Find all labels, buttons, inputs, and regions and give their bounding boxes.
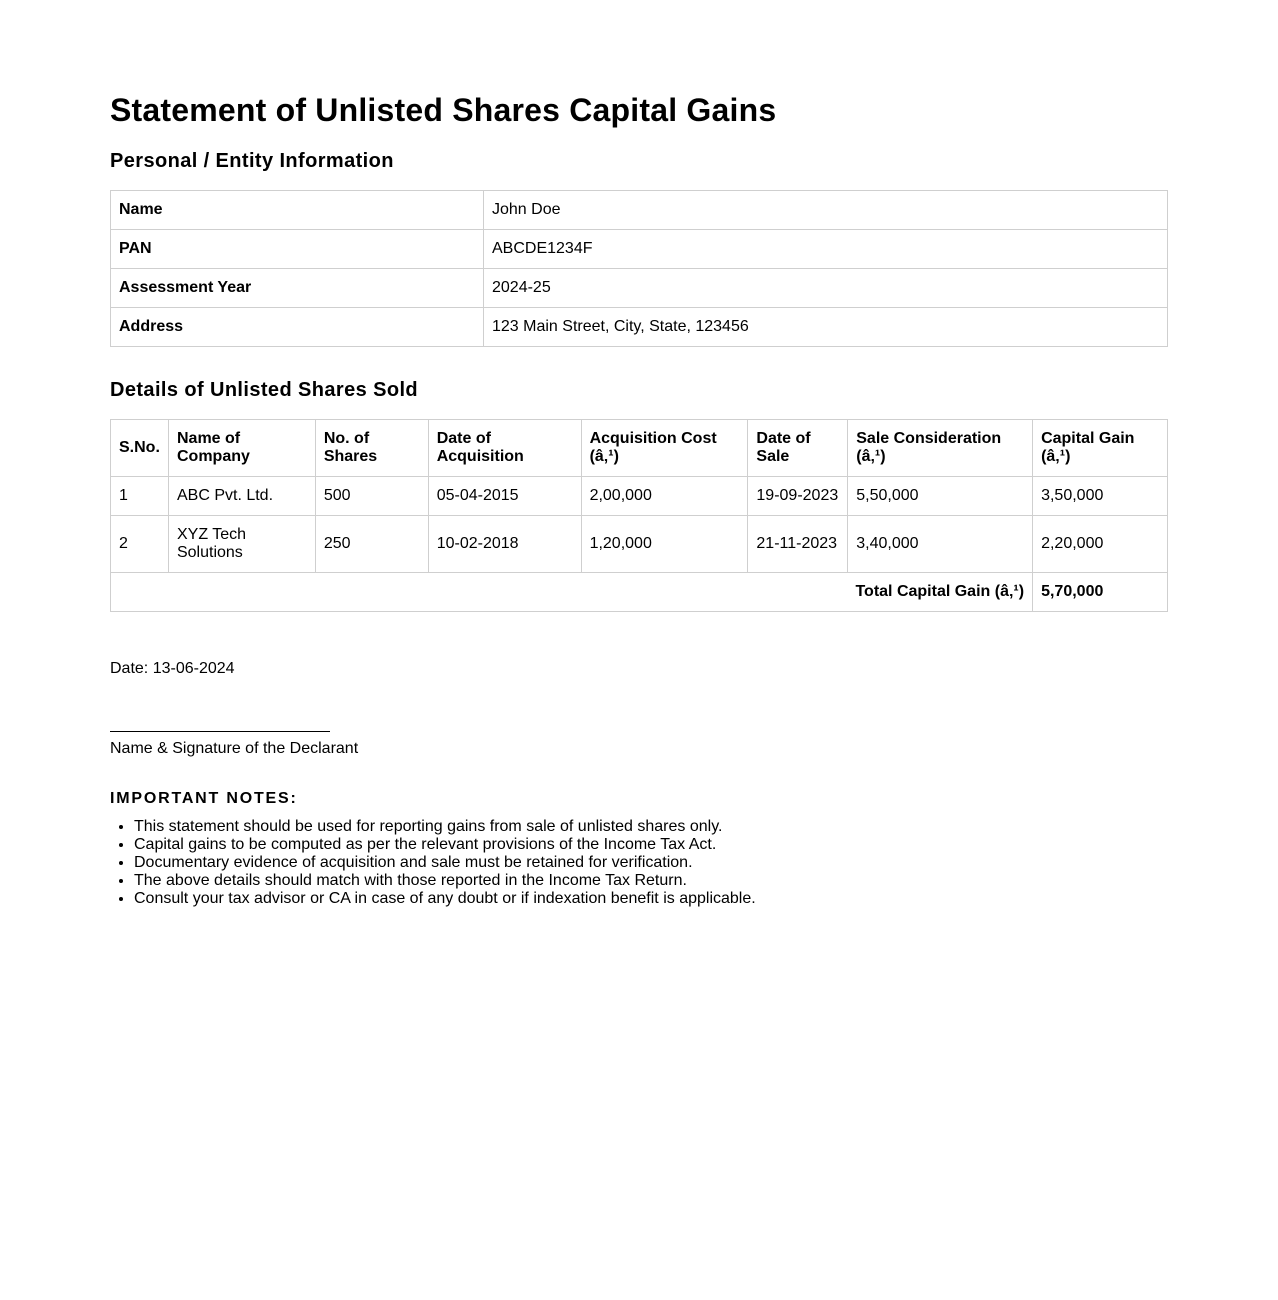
cell-sale-consideration: 5,50,000 <box>848 477 1033 516</box>
table-header-row <box>111 420 1168 477</box>
col-header-capital-gain <box>1033 420 1168 477</box>
list-item: • Capital gains to be computed as per the relevant provisions of the Income Tax Act. <box>134 836 1168 854</box>
info-label: PAN <box>111 230 484 269</box>
list-item: • The above details should match with those reported in the Income Tax Return. <box>134 872 1168 890</box>
info-label: Name <box>111 191 484 230</box>
info-value: 2024-25 <box>484 269 1168 308</box>
total-row <box>111 573 1168 612</box>
cell-company <box>168 516 315 573</box>
list-item: • This statement should be used for reporting gains from sale of unlisted shares only. <box>134 818 1168 836</box>
info-row-address <box>111 308 1168 347</box>
cell-acq-date: 05-04-2015 <box>428 477 581 516</box>
col-header-line: Sale Consideration <box>856 430 1002 447</box>
document-title: Statement of Unlisted Shares Capital Gains <box>110 92 777 128</box>
total-capital-gain-value: 5,70,000 <box>1033 573 1168 612</box>
total-capital-gain-label: Total Capital Gain (â‚¹) <box>111 573 1033 612</box>
col-header-line: Date of <box>756 430 811 447</box>
cell-sale-consideration: 3,40,000 <box>848 516 1033 573</box>
col-header-acq-cost <box>581 420 748 477</box>
col-header-line: (â‚¹) <box>1041 448 1071 465</box>
info-value: 123 Main Street, City, State, 123456 <box>484 308 1168 347</box>
info-label: Address <box>111 308 484 347</box>
cell-capital-gain: 2,20,000 <box>1033 516 1168 573</box>
cell-acq-date: 10-02-2018 <box>428 516 581 573</box>
company-name-line: Solutions <box>176 544 243 561</box>
info-row-name <box>111 191 1168 230</box>
col-header-line: Capital Gain <box>1041 430 1135 447</box>
cell-sale-date: 21-11-2023 <box>748 516 848 573</box>
cell-acq-cost: 1,20,000 <box>581 516 748 573</box>
important-notes-heading: IMPORTANT NOTES: <box>110 790 298 807</box>
col-header-line: Date of <box>436 430 491 447</box>
cell-shares: 500 <box>315 477 428 516</box>
declaration-date: Date: 13-06-2024 <box>110 660 235 677</box>
list-item: • Consult your tax advisor or CA in case of any doubt or if indexation benefit is applicable. <box>134 890 1168 908</box>
cell-shares: 250 <box>315 516 428 573</box>
list-item: • Documentary evidence of acquisition and sale must be retained for verification. <box>134 854 1168 872</box>
col-header-line: Acquisition <box>436 448 524 465</box>
col-header-acq-date <box>428 420 581 477</box>
document-page <box>110 88 1168 908</box>
col-header-line: Name of <box>176 430 241 447</box>
signature-label: Name & Signature of the Declarant <box>110 740 359 757</box>
col-header-line: S.No. <box>119 439 160 456</box>
cell-sno: 2 <box>111 516 169 573</box>
cell-sno: 1 <box>111 477 169 516</box>
col-header-line: (â‚¹) <box>589 448 619 465</box>
info-row-assessment-year <box>111 269 1168 308</box>
table-row <box>111 516 1168 573</box>
company-name-line: XYZ Tech <box>176 526 247 543</box>
table-row <box>111 477 1168 516</box>
col-header-line: Shares <box>323 448 378 465</box>
col-header-line: Company <box>176 448 250 465</box>
cell-acq-cost: 2,00,000 <box>581 477 748 516</box>
info-row-pan <box>111 230 1168 269</box>
personal-info-table <box>110 190 1168 347</box>
info-label: Assessment Year <box>111 269 484 308</box>
col-header-line: No. of <box>323 430 370 447</box>
info-value: John Doe <box>484 191 1168 230</box>
col-header-sale-date <box>748 420 848 477</box>
col-header-line: Acquisition Cost <box>589 430 717 447</box>
signature-line <box>110 731 330 732</box>
shares-sold-heading: Details of Unlisted Shares Sold <box>110 379 419 401</box>
col-header-line: Sale <box>756 448 790 465</box>
col-header-line: (â‚¹) <box>856 448 886 465</box>
info-value: ABCDE1234F <box>484 230 1168 269</box>
cell-sale-date: 19-09-2023 <box>748 477 848 516</box>
cell-company: ABC Pvt. Ltd. <box>168 477 315 516</box>
col-header-company <box>168 420 315 477</box>
col-header-sale-consideration <box>848 420 1033 477</box>
cell-capital-gain: 3,50,000 <box>1033 477 1168 516</box>
col-header-sno <box>111 420 169 477</box>
personal-info-heading: Personal / Entity Information <box>110 150 394 172</box>
shares-sold-table <box>110 419 1168 612</box>
important-notes-list <box>110 818 1168 908</box>
col-header-shares <box>315 420 428 477</box>
